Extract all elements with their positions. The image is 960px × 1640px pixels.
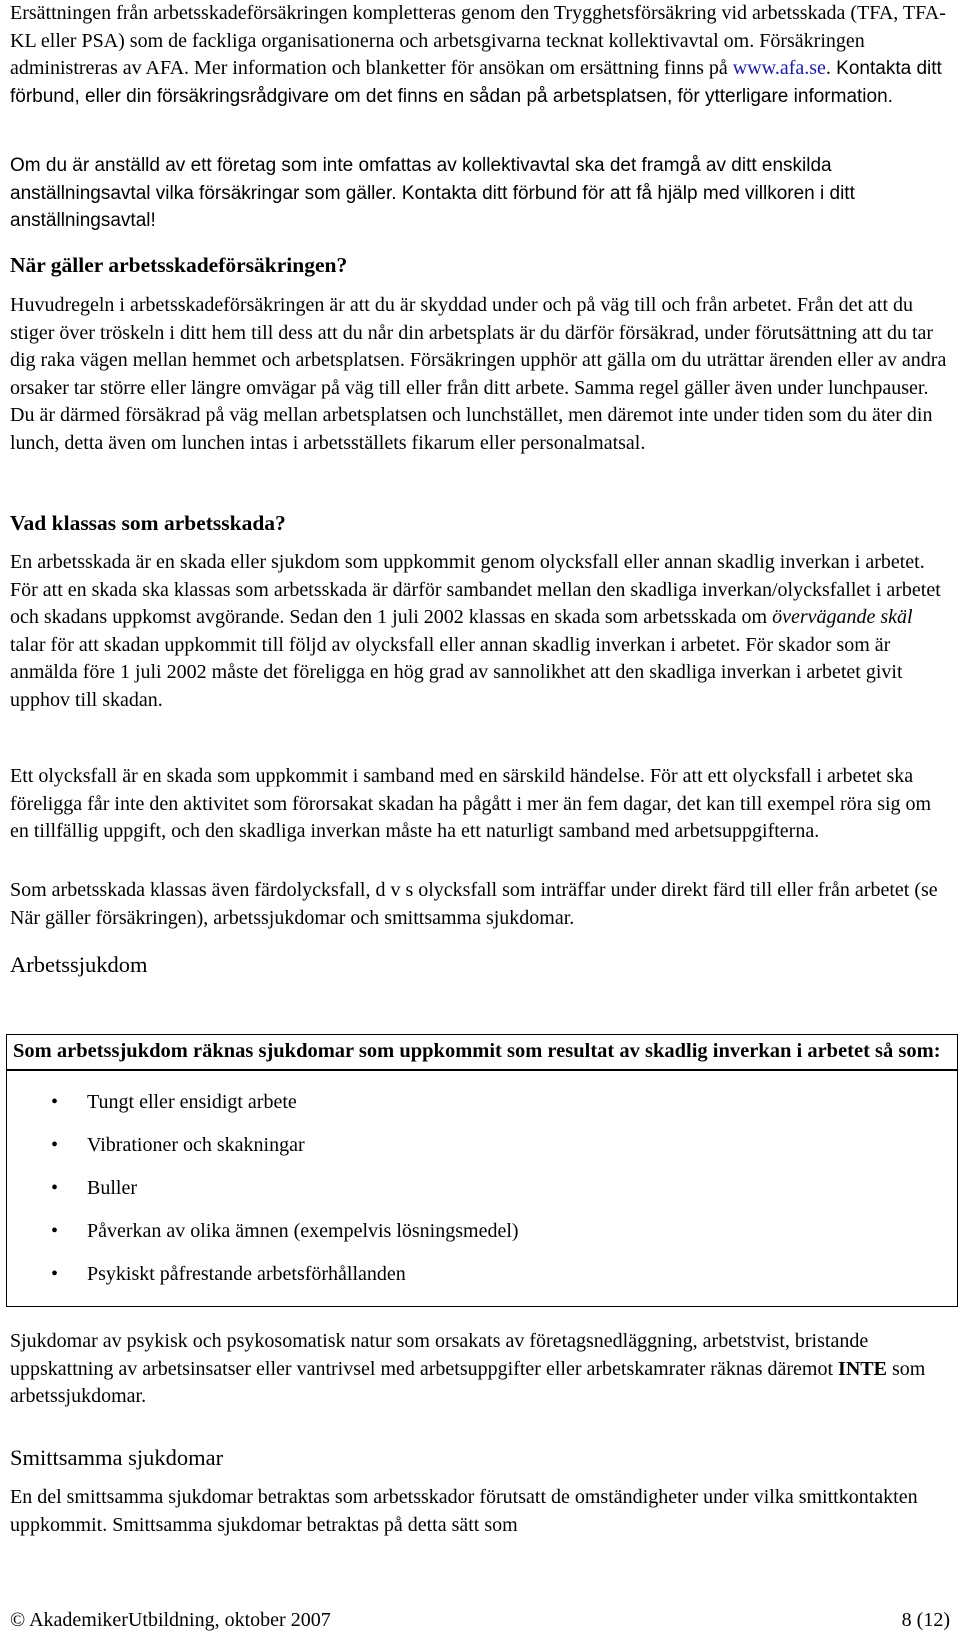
classification-text-cont: talar för att skadan uppkommit till följd av olycksfall eller annan skadlig inverkan i arbetet. För skador som är anmälda före 1 juli 2002 måste det föreligga en hög grad av sannolikhet att den skadliga inverkan i arbetet givit upphov till skadan. (10, 633, 903, 711)
intro-period: . (825, 57, 831, 79)
classification-paragraph-1 (10, 549, 950, 714)
box-heading: Som arbetssjukdom räknas sjukdomar som uppkommit som resultat av skadlig inverkan i arbetet så som: (7, 1035, 957, 1071)
when-applies-paragraph: Huvudregeln i arbetsskadeförsäkringen är att du är skyddad under och på väg till och från arbetet. Från det att du stiger över tröskeln i ditt hem till dess att du når din arbetsplats är du därför försäkrad, under förutsättning att du tar dig raka vägen mellan hemmet och arbetsplatsen. Försäkringen upphör att gälla om du uträttar ärenden eller av andra orsaker tar större eller längre omvägar på väg till eller från ditt arbete. Samma regel gäller även under lunchpauser. Du är därmed försäkrad på väg mellan arbetsplatsen och lunchstället, men däremot inte under tiden som du äter din lunch, detta även om lunchen intas i arbetsställets fikarum eller personalmatsal. (10, 294, 947, 454)
classification-heading: Vad klassas som arbetsskada? (10, 511, 286, 535)
bullet-icon: • (51, 1220, 59, 1242)
occupational-disease-box (6, 1034, 958, 1307)
list-item-label: Psykiskt påfrestande arbetsförhållanden (87, 1263, 406, 1285)
list-item-label: Buller (87, 1177, 137, 1199)
list-item (7, 1167, 957, 1210)
disease-list (7, 1071, 957, 1306)
classification-text: En arbetsskada är en skada eller sjukdom som uppkommit genom olycksfall eller annan skadlig inverkan i arbetet. För att en skada ska klassas som arbetsskada är därför sambandet mellan den skadliga inverkan/olycksfallet i arbetet och skadans uppkomst avgörande. Sedan den 1 juli 2002 klassas en skada som arbetsskada om (10, 551, 941, 628)
list-item-label: Tungt eller ensidigt arbete (87, 1091, 297, 1113)
list-item (7, 1253, 957, 1296)
bullet-icon: • (51, 1134, 59, 1156)
list-item-label: Påverkan av olika ämnen (exempelvis lösningsmedel) (87, 1220, 519, 1242)
intro-contact-text: Kontakta ditt förbund, eller din försäkringsrådgivare om det finns en sådan på arbetsplatsen, för ytterligare information. (10, 58, 942, 107)
intro-text: Ersättningen från arbetsskadeförsäkringen kompletteras genom den Trygghetsförsäkring vid arbetsskada (TFA, TFA-KL eller PSA) som de fackliga organisationerna och arbetsgivarna tecknat kollektivavtal om. Försäkringen administreras av AFA. Mer information och blanketter för ansökan om ersättning finns på (10, 2, 946, 79)
bullet-icon: • (51, 1091, 59, 1113)
bullet-icon: • (51, 1177, 59, 1199)
infectious-paragraph: En del smittsamma sjukdomar betraktas som arbetsskador förutsatt de omständigheter under vilka smittkontakten uppkommit. Smittsamma sjukdomar betraktas på detta sätt som (10, 1486, 918, 1536)
emphasis-bold: INTE (838, 1357, 887, 1380)
when-applies-heading: När gäller arbetsskadeförsäkringen? (10, 253, 348, 277)
psychological-text: Sjukdomar av psykisk och psykosomatisk natur som orsakats av företagsnedläggning, arbetstvist, bristande uppskattning av arbetsinsatser eller vantrivsel med arbetsuppgifter eller arbetskamrater räknas däremot (10, 1330, 869, 1380)
commute-paragraph: Som arbetsskada klassas även färdolycksfall, d v s olycksfall som inträffar under direkt färd till eller från arbetet (se När gäller försäkringen), arbetssjukdomar och smittsamma sjukdomar. (10, 879, 938, 929)
list-item-label: Vibrationer och skakningar (87, 1134, 305, 1156)
accident-paragraph: Ett olycksfall är en skada som uppkommit i samband med en särskild händelse. För att ett olycksfall i arbetet ska föreligga får inte den aktivitet som förorsakat skadan ha pågått i mer än fem dagar, det kan till exempel röra sig om en tillfällig uppgift, och den skadliga inverkan måste ha ett naturligt samband med arbetsuppgifterna. (10, 765, 932, 842)
emphasis-text: övervägande skäl (772, 606, 913, 628)
page-number: 8 (12) (901, 1609, 950, 1631)
psychological-paragraph (10, 1328, 950, 1411)
bullet-icon: • (51, 1263, 59, 1285)
infectious-heading: Smittsamma sjukdomar (10, 1445, 224, 1470)
list-item (7, 1210, 957, 1253)
occupational-disease-heading: Arbetssjukdom (10, 952, 148, 977)
psychological-text-cont: som arbetssjukdomar. (10, 1357, 926, 1407)
afa-link[interactable]: www.afa.se (732, 57, 826, 79)
no-agreement-paragraph: Om du är anställd av ett företag som inte omfattas av kollektivavtal ska det framgå av ditt enskilda anställningsavtal vilka försäkringar som gäller. Kontakta ditt förbund för att få hjälp med villkoren i ditt anställningsavtal! (10, 155, 855, 231)
list-item (7, 1081, 957, 1124)
list-item (7, 1124, 957, 1167)
footer-copyright: © AkademikerUtbildning, oktober 2007 (10, 1609, 331, 1631)
intro-paragraph (10, 0, 950, 110)
